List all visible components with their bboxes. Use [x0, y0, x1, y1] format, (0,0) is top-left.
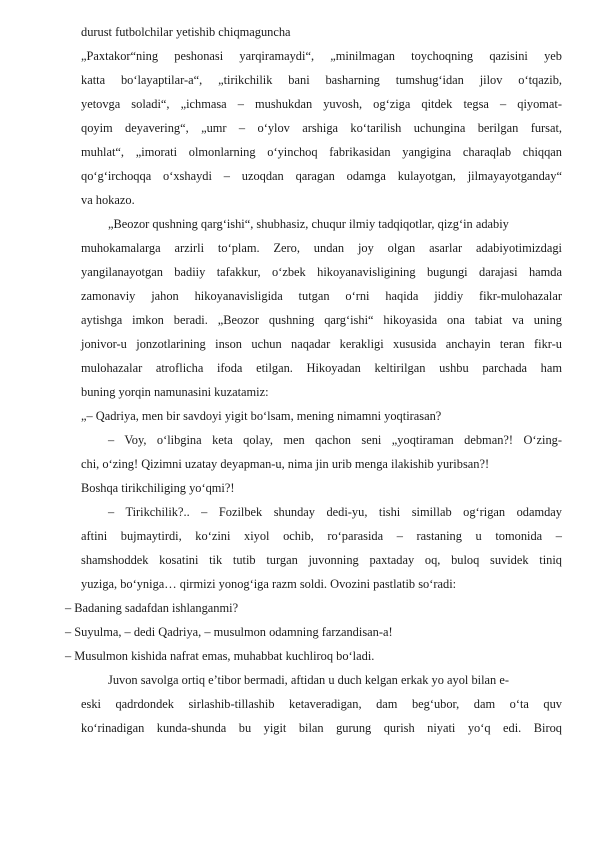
text-line: yetovga soladi“, „ichmasa – mushukdan yuvosh, og‘ziga qitdek tegsa – qiyomat-: [81, 97, 562, 111]
text-line: yuziga, bo‘yniga… qirmizi yonog‘iga razm soldi. Ovozini pastlatib so‘radi:: [81, 577, 457, 591]
quote-line: „– Qadriya, men bir savdoyi yigit bo‘lsam, mening nimamni yoqtirasan?: [81, 409, 442, 423]
dialogue-line: – Voy, o‘libgina keta qolay, men qachon seni „yoqtiraman debman?! O‘zing-: [108, 433, 562, 447]
dialogue-line: – Suyulma, – dedi Qadriya, – musulmon odamning farzandisan-a!: [65, 625, 393, 639]
text-line: Boshqa tirikchiliging yo‘qmi?!: [81, 481, 235, 495]
dialogue-line: – Musulmon kishida nafrat emas, muhabbat kuchliroq bo‘ladi.: [65, 649, 375, 663]
text-line: zamonaviy jahon hikoyanavisligida tutgan o‘rni haqida jiddiy fikr-mulohazalar: [81, 289, 562, 303]
text-line: durust futbolchilar yetishib chiqmaguncha: [81, 25, 291, 39]
text-line: katta bo‘layaptilar-a“, „tirikchilik bani basharning tumshug‘idan jilov o‘tqazib,: [81, 73, 562, 87]
paragraph-first-line: „Beozor qushning qarg‘ishi“, shubhasiz, chuqur ilmiy tadqiqotlar, qizg‘in adabiy: [108, 217, 509, 231]
text-line: qoyim deyavering“, „umr – o‘ylov arshiga ko‘tarilish uchungina berilgan fursat,: [81, 121, 562, 135]
text-line: shamshoddek kosatini tik tutib turgan juvonning paxtaday oq, buloq suvidek tiniq: [81, 553, 562, 567]
text-line: jonivor-u jonzotlarining inson uchun naqadar kerakligi xususida anchayin teran fikr-u: [81, 337, 562, 351]
text-line: ko‘rinadigan kunda-shunda bu yigit bilan gurung qurish niyati yo‘q edi. Biroq: [81, 721, 562, 735]
text-line: aftini bujmaytirdi, ko‘zini xiyol ochib, ro‘parasida – rastaning u tomonida –: [81, 529, 562, 543]
text-line: va hokazo.: [81, 193, 135, 207]
text-line: „Paxtakor“ning peshonasi yarqiramaydi“, „minilmagan toychoqning qazisini yeb: [81, 49, 562, 63]
text-line: muhokamalarga arzirli to‘plam. Zero, undan joy olgan asarlar adabiyotimizdagi: [81, 241, 562, 255]
text-line: qo‘g‘irchoqqa o‘xshaydi – uzoqdan qaragan odamga kulayotgan, jilmayayotganday“: [81, 169, 562, 183]
text-line: mulohazalar atroflicha ifoda etilgan. Hikoyadan keltirilgan ushbu parchada ham: [81, 361, 562, 375]
text-line: aytishga imkon beradi. „Beozor qushning qarg‘ishi“ hikoyasida ona tabiat va uning: [81, 313, 562, 327]
text-line: yangilanayotgan badiiy tafakkur, o‘zbek hikoyanavisligining bugungi darajasi hamda: [81, 265, 562, 279]
text-line: eski qadrdondek sirlashib-tillashib ketaveradigan, dam beg‘ubor, dam o‘ta quv: [81, 697, 562, 711]
text-line: chi, o‘zing! Qizimni uzatay deyapman-u, nima jin urib menga ilakishib yuribsan?!: [81, 457, 490, 471]
text-line: muhlat“, „imorati olmonlarning o‘yinchoq fabrikasidan yangigina charaqlab chiqqan: [81, 145, 562, 159]
dialogue-line: – Badaning sadafdan ishlanganmi?: [65, 601, 239, 615]
dialogue-line: – Tirikchilik?.. – Fozilbek shunday dedi-yu, tishi simillab og‘rigan odamday: [108, 505, 562, 519]
paragraph-first-line: Juvon savolga ortiq e’tibor bermadi, aftidan u duch kelgan erkak yo ayol bilan e-: [108, 673, 509, 687]
text-line: buning yorqin namunasini kuzatamiz:: [81, 385, 269, 399]
